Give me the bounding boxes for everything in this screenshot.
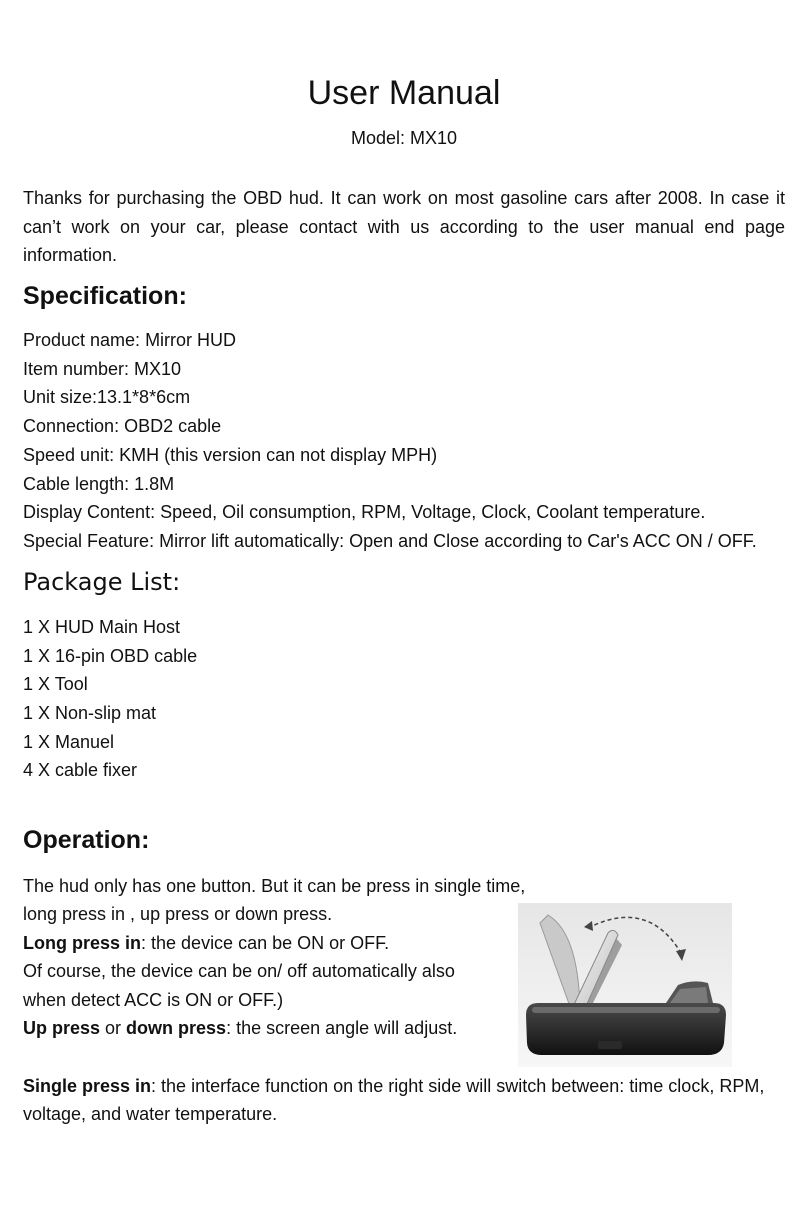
spec-item: Special Feature: Mirror lift automatically: Open and Close according to Car's ACC ON / OFF.: [23, 531, 757, 551]
hud-device-illustration: [518, 903, 732, 1067]
spec-item: Display Content: Speed, Oil consumption, RPM, Voltage, Clock, Coolant temperature.: [23, 502, 706, 522]
long-press-text: : the device can be ON or OFF.: [141, 933, 390, 953]
long-press-label: Long press in: [23, 933, 142, 953]
package-item: 4 X cable fixer: [23, 760, 138, 780]
package-item: 1 X Manuel: [23, 732, 115, 752]
up-press-label: Up press: [23, 1018, 101, 1038]
spec-item: Cable length: 1.8M: [23, 474, 175, 494]
operation-line: when detect ACC is ON or OFF.): [23, 990, 284, 1010]
package-item: 1 X HUD Main Host: [23, 617, 181, 637]
operation-line: long press in , up press or down press.: [23, 904, 333, 924]
spec-item: Speed unit: KMH (this version can not display MPH): [23, 445, 438, 465]
package-item: 1 X 16-pin OBD cable: [23, 646, 198, 666]
single-press-line-2: voltage, and water temperature.: [23, 1104, 278, 1124]
up-down-press-line: [23, 1018, 457, 1039]
up-down-text: : the screen angle will adjust.: [226, 1018, 458, 1038]
or-text: or: [100, 1018, 127, 1038]
package-item: 1 X Non-slip mat: [23, 703, 157, 723]
intro-paragraph: Thanks for purchasing the OBD hud. It can work on most gasoline cars after 2008. In case it can’t work on your car, please contact with us according to the user manual end page information.: [23, 188, 785, 265]
package-list-heading: Package List:: [23, 568, 181, 596]
long-press-line: [23, 933, 389, 954]
package-item: 1 X Tool: [23, 674, 88, 694]
operation-heading: Operation:: [23, 826, 150, 854]
down-press-label: down press: [126, 1018, 227, 1038]
specification-heading: Specification:: [23, 282, 187, 310]
page-title: User Manual: [307, 74, 501, 112]
spec-item: Unit size:13.1*8*6cm: [23, 387, 191, 407]
spec-item: Connection: OBD2 cable: [23, 416, 222, 436]
spec-item: Product name: Mirror HUD: [23, 330, 237, 350]
operation-line: Of course, the device can be on/ off automatically also: [23, 961, 455, 981]
model-subtitle: Model: MX10: [350, 128, 458, 148]
single-press-line: [23, 1076, 764, 1097]
single-press-text: : the interface function on the right side will switch between: time clock, RPM,: [151, 1076, 765, 1096]
spec-item: Item number: MX10: [23, 359, 182, 379]
single-press-label: Single press in: [23, 1076, 152, 1096]
operation-line: The hud only has one button. But it can be press in single time,: [23, 876, 526, 896]
